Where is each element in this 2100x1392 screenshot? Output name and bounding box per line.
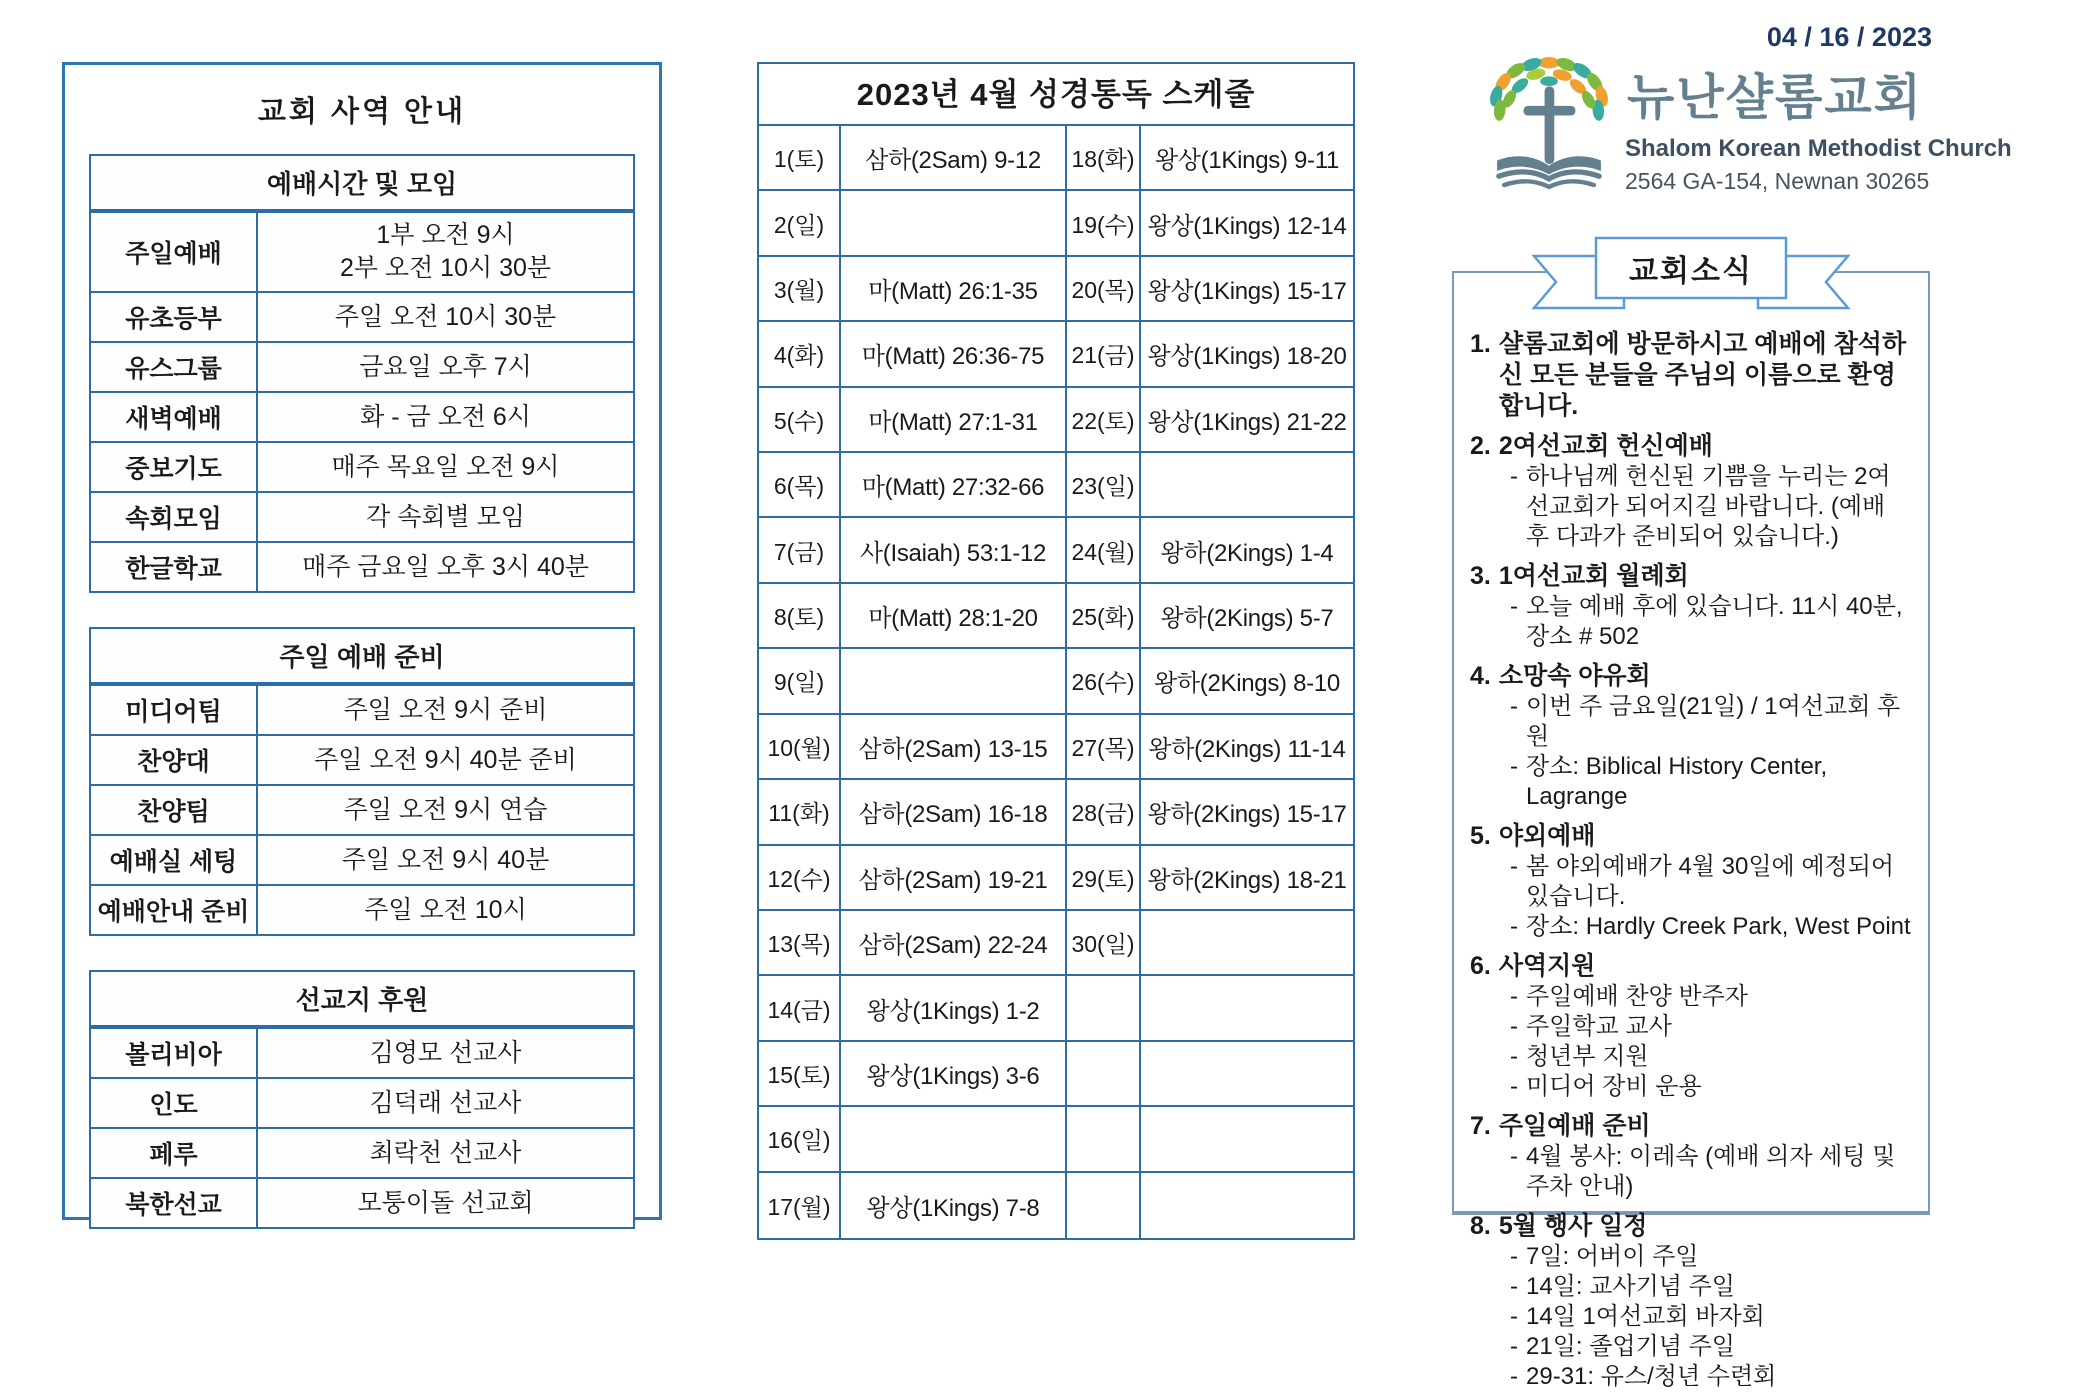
table-row bbox=[91, 541, 633, 591]
table-header: 주일 예배 준비 bbox=[91, 629, 633, 684]
church-name-korean: 뉴난샬롬교회 bbox=[1626, 71, 1923, 125]
schedule-day-cell: 2(일) bbox=[759, 191, 839, 256]
news-item bbox=[1470, 561, 1912, 652]
schedule-passage-cell: 마(Matt) 28:1-20 bbox=[839, 584, 1065, 649]
news-item-heading bbox=[1470, 951, 1912, 982]
schedule-day-cell bbox=[1065, 976, 1139, 1041]
news-item-detail bbox=[1470, 1362, 1912, 1392]
church-tree-logo-icon bbox=[1483, 56, 1615, 198]
news-item-detail bbox=[1470, 982, 1912, 1012]
row-value bbox=[258, 213, 633, 291]
value-line: 화 - 금 오전 6시 bbox=[360, 402, 531, 431]
schedule-passage-cell: 마(Matt) 26:36-75 bbox=[839, 322, 1065, 387]
row-label: 유초등부 bbox=[91, 293, 258, 341]
news-item-detail bbox=[1470, 752, 1912, 812]
schedule-day-cell: 3(월) bbox=[759, 257, 839, 322]
row-label: 찬양팀 bbox=[91, 786, 258, 834]
schedule-day-cell: 12(수) bbox=[759, 846, 839, 911]
row-value bbox=[258, 293, 633, 341]
row-value bbox=[258, 886, 633, 934]
row-value bbox=[258, 443, 633, 491]
news-banner-title: 교회소식 bbox=[1629, 255, 1753, 288]
table-row bbox=[91, 734, 633, 784]
table-row bbox=[91, 834, 633, 884]
schedule-day-cell: 23(일) bbox=[1065, 453, 1139, 518]
church-name-english: Shalom Korean Methodist Church bbox=[1625, 135, 2012, 162]
news-item-detail bbox=[1470, 692, 1912, 752]
row-value bbox=[258, 736, 633, 784]
news-item-detail bbox=[1470, 592, 1912, 652]
ministry-tables bbox=[89, 154, 635, 1229]
news-item-detail bbox=[1470, 462, 1912, 552]
row-label: 찬양대 bbox=[91, 736, 258, 784]
value-line: 주일 오전 9시 연습 bbox=[343, 795, 548, 824]
news-banner-ribbon bbox=[1524, 232, 1858, 312]
dash-bullet: - bbox=[1510, 1043, 1518, 1070]
row-value bbox=[258, 1129, 633, 1177]
schedule-day-cell: 20(목) bbox=[1065, 257, 1139, 322]
dash-bullet: - bbox=[1510, 853, 1518, 880]
news-item bbox=[1470, 1111, 1912, 1202]
row-value bbox=[258, 543, 633, 591]
news-item-title: 야외예배 bbox=[1498, 822, 1596, 850]
news-list bbox=[1470, 329, 1912, 1392]
schedule-passage-cell: 왕상(1Kings) 1-2 bbox=[839, 976, 1065, 1041]
news-item-detail-text: 주일학교 교사 bbox=[1526, 1013, 1672, 1040]
schedule-passage-cell bbox=[839, 649, 1065, 714]
schedule-passage-cell: 왕상(1Kings) 12-14 bbox=[1139, 191, 1353, 256]
row-value bbox=[258, 1079, 633, 1127]
news-item-detail-text: 4월 봉사: 이레속 (예배 의자 세팅 및 주차 안내) bbox=[1526, 1143, 1896, 1200]
dash-bullet: - bbox=[1510, 913, 1518, 940]
news-item-detail-text: 장소: Biblical History Center, Lagrange bbox=[1526, 753, 1828, 810]
schedule-passage-cell: 왕상(1Kings) 7-8 bbox=[839, 1173, 1065, 1238]
schedule-passage-cell bbox=[839, 1107, 1065, 1172]
dash-bullet: - bbox=[1510, 463, 1518, 490]
schedule-day-cell: 25(화) bbox=[1065, 584, 1139, 649]
news-item-heading bbox=[1470, 1211, 1912, 1242]
news-item bbox=[1470, 951, 1912, 1102]
schedule-passage-cell bbox=[1139, 976, 1353, 1041]
news-item-heading bbox=[1470, 661, 1912, 692]
ministry-panel bbox=[62, 62, 662, 1220]
table-row bbox=[91, 684, 633, 734]
value-line: 2부 오전 10시 30분 bbox=[339, 254, 552, 282]
schedule-passage-cell: 마(Matt) 27:32-66 bbox=[839, 453, 1065, 518]
value-line: 최락천 선교사 bbox=[369, 1138, 522, 1167]
news-item-heading bbox=[1470, 1111, 1912, 1142]
schedule-day-cell: 22(토) bbox=[1065, 388, 1139, 453]
news-item-title: 소망속 야유회 bbox=[1498, 662, 1651, 690]
table-row bbox=[91, 884, 633, 934]
news-item-number: 1. bbox=[1470, 330, 1491, 358]
schedule-day-cell: 19(수) bbox=[1065, 191, 1139, 256]
ministry-panel-title: 교회 사역 안내 bbox=[257, 96, 467, 128]
table-row bbox=[91, 291, 633, 341]
table-row bbox=[91, 491, 633, 541]
dash-bullet: - bbox=[1510, 1013, 1518, 1040]
news-item-title: 2여선교회 헌신예배 bbox=[1498, 432, 1713, 460]
news-item bbox=[1470, 821, 1912, 942]
schedule-day-cell: 17(월) bbox=[767, 1193, 831, 1220]
schedule-day-cell bbox=[1065, 1173, 1139, 1238]
schedule-passage-cell: 마(Matt) 27:1-31 bbox=[839, 388, 1065, 453]
news-item-number: 7. bbox=[1470, 1112, 1491, 1140]
table-row bbox=[91, 391, 633, 441]
news-item-detail-text: 청년부 지원 bbox=[1526, 1043, 1649, 1070]
bulletin-date: 04 / 16 / 2023 bbox=[1766, 22, 1932, 52]
dash-bullet: - bbox=[1510, 1243, 1518, 1270]
row-label: 예배안내 준비 bbox=[91, 886, 258, 934]
news-item-number: 4. bbox=[1470, 662, 1491, 690]
row-value bbox=[258, 686, 633, 734]
row-label: 새벽예배 bbox=[91, 393, 258, 441]
row-value bbox=[258, 493, 633, 541]
news-item-detail-text: 장소: Hardly Creek Park, West Point bbox=[1526, 913, 1911, 940]
row-label: 속회모임 bbox=[91, 493, 258, 541]
news-item-number: 3. bbox=[1470, 562, 1491, 590]
value-line: 김덕래 선교사 bbox=[369, 1088, 522, 1117]
news-item-number: 6. bbox=[1470, 952, 1491, 980]
row-value bbox=[258, 343, 633, 391]
schedule-day-cell: 9(일) bbox=[759, 649, 839, 714]
schedule-passage-cell: 왕상(1Kings) 21-22 bbox=[1139, 388, 1353, 453]
value-line: 주일 오전 9시 40분 준비 bbox=[314, 745, 577, 774]
schedule-day-cell: 5(수) bbox=[759, 388, 839, 453]
schedule-day-cell: 4(화) bbox=[759, 322, 839, 387]
news-item-detail bbox=[1470, 1332, 1912, 1362]
schedule-day-cell: 21(금) bbox=[1065, 322, 1139, 387]
schedule-day-cell: 28(금) bbox=[1065, 780, 1139, 845]
news-item bbox=[1470, 1211, 1912, 1392]
news-item-number: 2. bbox=[1470, 432, 1491, 460]
ministry-table bbox=[89, 154, 635, 593]
ministry-table bbox=[89, 627, 635, 936]
news-item-heading bbox=[1470, 821, 1912, 852]
table-row bbox=[91, 1127, 633, 1177]
value-line: 금요일 오후 7시 bbox=[359, 352, 532, 381]
schedule-passage-cell: 삼하(2Sam) 16-18 bbox=[839, 780, 1065, 845]
row-label: 유스그룹 bbox=[91, 343, 258, 391]
schedule-day-cell: 13(목) bbox=[759, 911, 839, 976]
schedule-day-cell: 6(목) bbox=[759, 453, 839, 518]
news-item-detail-text: 봄 야외예배가 4월 30일에 예정되어 있습니다. bbox=[1526, 853, 1895, 910]
news-item-detail-text: 주일예배 찬양 반주자 bbox=[1526, 983, 1748, 1010]
row-label: 중보기도 bbox=[91, 443, 258, 491]
schedule-passage-cell bbox=[1139, 1042, 1353, 1107]
news-item-title: 샬롬교회에 방문하시고 예배에 참석하신 모든 분들을 주님의 이름으로 환영합니다. bbox=[1498, 330, 1907, 420]
row-label: 북한선교 bbox=[91, 1179, 258, 1227]
schedule-passage-cell: 왕상(1Kings) 3-6 bbox=[839, 1042, 1065, 1107]
table-row bbox=[91, 341, 633, 391]
schedule-passage-cell: 왕하(2Kings) 18-21 bbox=[1139, 846, 1353, 911]
schedule-day-cell: 1(토) bbox=[759, 126, 839, 191]
schedule-passage-cell: 왕상(1Kings) 9-11 bbox=[1139, 126, 1353, 191]
table-row bbox=[91, 1027, 633, 1077]
schedule-passage-cell bbox=[1139, 1173, 1353, 1238]
row-value bbox=[258, 1029, 633, 1077]
row-label: 볼리비아 bbox=[91, 1029, 258, 1077]
schedule-passage-cell: 왕하(2Kings) 11-14 bbox=[1139, 715, 1353, 780]
schedule-passage-cell: 마(Matt) 26:1-35 bbox=[839, 257, 1065, 322]
dash-bullet: - bbox=[1510, 693, 1518, 720]
schedule-day-cell: 7(금) bbox=[759, 518, 839, 583]
row-value bbox=[258, 836, 633, 884]
ministry-table bbox=[89, 970, 635, 1229]
schedule-passage-cell: 왕하(2Kings) 5-7 bbox=[1139, 584, 1353, 649]
news-item bbox=[1470, 431, 1912, 552]
news-item-detail-text: 29-31: 유스/청년 수련회 bbox=[1526, 1363, 1777, 1390]
value-line: 매주 금요일 오후 3시 40분 bbox=[302, 552, 589, 581]
schedule-day-cell: 10(월) bbox=[759, 715, 839, 780]
news-item-detail bbox=[1470, 1142, 1912, 1202]
schedule-day-cell: 15(토) bbox=[759, 1042, 839, 1107]
dash-bullet: - bbox=[1510, 1143, 1518, 1170]
news-item-detail-text: 21일: 졸업기념 주일 bbox=[1526, 1333, 1735, 1360]
row-label: 인도 bbox=[91, 1079, 258, 1127]
value-line: 매주 목요일 오전 9시 bbox=[331, 452, 560, 481]
value-line: 모퉁이돌 선교회 bbox=[357, 1188, 534, 1217]
schedule-day-cell: 30(일) bbox=[1065, 911, 1139, 976]
schedule-day-cell: 29(토) bbox=[1065, 846, 1139, 911]
news-item-detail-text: 이번 주 금요일(21일) / 1여선교회 후원 bbox=[1526, 693, 1901, 750]
news-item bbox=[1470, 661, 1912, 812]
schedule-day-cell: 8(토) bbox=[759, 584, 839, 649]
schedule-passage-cell: 삼하(2Sam) 22-24 bbox=[839, 911, 1065, 976]
table-header: 선교지 후원 bbox=[91, 972, 633, 1027]
news-item-title: 1여선교회 월례회 bbox=[1498, 562, 1689, 590]
schedule-day-cell: 26(수) bbox=[1065, 649, 1139, 714]
row-label: 미디어팀 bbox=[91, 686, 258, 734]
schedule-passage-cell: 삼하(2Sam) 19-21 bbox=[839, 846, 1065, 911]
value-line: 주일 오전 10시 30분 bbox=[334, 302, 557, 331]
schedule-passage-cell bbox=[1139, 911, 1353, 976]
schedule-passage-cell: 삼하(2Sam) 13-15 bbox=[839, 715, 1065, 780]
schedule-passage-cell: 왕하(2Kings) 1-4 bbox=[1139, 518, 1353, 583]
schedule-day-cell: 18(화) bbox=[1065, 126, 1139, 191]
value-line: 각 속회별 모임 bbox=[366, 502, 525, 531]
row-value bbox=[258, 1179, 633, 1227]
schedule-passage-cell bbox=[1139, 1107, 1353, 1172]
news-item-detail bbox=[1470, 1042, 1912, 1072]
news-item-detail bbox=[1470, 1072, 1912, 1102]
table-row bbox=[91, 1077, 633, 1127]
church-logo-block bbox=[1483, 56, 2012, 198]
dash-bullet: - bbox=[1510, 753, 1518, 780]
dash-bullet: - bbox=[1510, 1333, 1518, 1360]
news-item-heading bbox=[1470, 329, 1912, 422]
schedule-passage-cell bbox=[839, 191, 1065, 256]
news-item-title: 사역지원 bbox=[1498, 952, 1596, 980]
schedule-passage-cell: 왕상(1Kings) 18-20 bbox=[1139, 322, 1353, 387]
row-label: 페루 bbox=[91, 1129, 258, 1177]
news-item-number: 8. bbox=[1470, 1212, 1491, 1240]
schedule-day-cell: 24(월) bbox=[1065, 518, 1139, 583]
value-line: 김영모 선교사 bbox=[369, 1038, 522, 1067]
dash-bullet: - bbox=[1510, 1073, 1518, 1100]
row-label: 한글학교 bbox=[91, 543, 258, 591]
news-item-detail bbox=[1470, 1242, 1912, 1272]
news-panel bbox=[1452, 271, 1930, 1390]
news-item-heading bbox=[1470, 431, 1912, 462]
news-item-detail-text: 오늘 예배 후에 있습니다. 11시 40분, 장소 # 502 bbox=[1526, 593, 1903, 650]
schedule-passage-cell: 사(Isaiah) 53:1-12 bbox=[839, 518, 1065, 583]
table-header: 예배시간 및 모임 bbox=[91, 156, 633, 211]
schedule-passage-cell: 왕하(2Kings) 8-10 bbox=[1139, 649, 1353, 714]
news-item-detail-text: 14일: 교사기념 주일 bbox=[1526, 1273, 1735, 1300]
schedule-day-cell bbox=[1065, 1042, 1139, 1107]
schedule-passage-cell: 왕상(1Kings) 15-17 bbox=[1139, 257, 1353, 322]
table-row bbox=[91, 211, 633, 291]
news-item-detail-text: 미디어 장비 운용 bbox=[1526, 1073, 1702, 1100]
value-line: 주일 오전 10시 bbox=[364, 895, 527, 924]
schedule-day-cell: 14(금) bbox=[759, 976, 839, 1041]
value-line: 주일 오전 9시 40분 bbox=[341, 845, 550, 874]
row-label: 예배실 세팅 bbox=[91, 836, 258, 884]
schedule-day-cell: 27(목) bbox=[1065, 715, 1139, 780]
table-row bbox=[91, 784, 633, 834]
news-item-detail-text: 14일 1여선교회 바자회 bbox=[1526, 1303, 1765, 1330]
news-item bbox=[1470, 329, 1912, 422]
news-item-detail bbox=[1470, 1272, 1912, 1302]
table-row bbox=[91, 1177, 633, 1227]
dash-bullet: - bbox=[1510, 1303, 1518, 1330]
news-item-detail-text: 7일: 어버이 주일 bbox=[1526, 1243, 1699, 1270]
schedule-day-cell: 11(화) bbox=[759, 780, 839, 845]
schedule-passage-cell: 삼하(2Sam) 9-12 bbox=[839, 126, 1065, 191]
table-row bbox=[91, 441, 633, 491]
schedule-day-cell bbox=[1065, 1107, 1139, 1172]
news-item-number: 5. bbox=[1470, 822, 1491, 850]
news-item-detail bbox=[1470, 1302, 1912, 1332]
schedule-title: 2023년 4월 성경통독 스케줄 bbox=[759, 64, 1353, 126]
church-address: 2564 GA-154, Newnan 30265 bbox=[1625, 168, 1930, 194]
news-item-title: 5월 행사 일정 bbox=[1498, 1212, 1648, 1240]
dash-bullet: - bbox=[1510, 1363, 1518, 1390]
news-item-detail bbox=[1470, 912, 1912, 942]
value-line: 주일 오전 9시 준비 bbox=[343, 695, 548, 724]
schedule-panel bbox=[757, 62, 1355, 1240]
schedule-day-cell: 16(일) bbox=[759, 1107, 839, 1172]
schedule-passage-cell: 왕하(2Kings) 15-17 bbox=[1139, 780, 1353, 845]
dash-bullet: - bbox=[1510, 1273, 1518, 1300]
news-item-detail bbox=[1470, 852, 1912, 912]
news-item-detail bbox=[1470, 1012, 1912, 1042]
schedule-passage-cell bbox=[1139, 453, 1353, 518]
news-item-detail-text: 하나님께 헌신된 기쁨을 누리는 2여선교회가 되어지길 바랍니다. (예배 후 다과가 준비되어 있습니다.) bbox=[1526, 463, 1891, 550]
dash-bullet: - bbox=[1510, 983, 1518, 1010]
dash-bullet: - bbox=[1510, 593, 1518, 620]
row-value bbox=[258, 786, 633, 834]
row-label: 주일예배 bbox=[91, 213, 258, 291]
value-line: 1부 오전 9시 bbox=[376, 221, 515, 249]
news-item-heading bbox=[1470, 561, 1912, 592]
row-value bbox=[258, 393, 633, 441]
news-item-title: 주일예배 준비 bbox=[1498, 1112, 1651, 1140]
schedule-grid bbox=[759, 126, 1353, 1238]
